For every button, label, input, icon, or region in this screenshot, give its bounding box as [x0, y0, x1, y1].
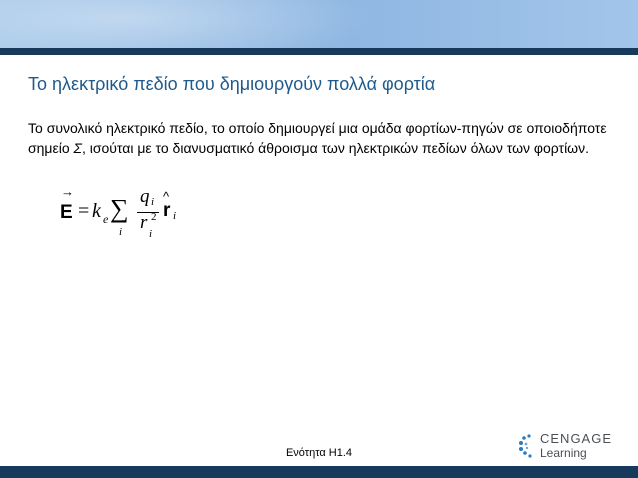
formula-k: k [92, 200, 101, 222]
formula-unit-hat: ^ [163, 189, 170, 204]
slide-title: Το ηλεκτρικό πεδίο που δημιουργούν πολλά φορτία [28, 74, 436, 94]
header-rule [0, 48, 638, 55]
formula-sum-sign: ∑ [110, 194, 129, 223]
cengage-dots-icon [518, 433, 538, 459]
formula-e-vector: E [60, 202, 73, 223]
footer-rule [0, 466, 638, 478]
footer-section-label: Ενότητα H1.4 [285, 447, 353, 459]
body-text-part1: Το συνολικό ηλεκτρικό πεδίο, το οποίο δημιουργεί μια ομάδα φορτίων-πηγών σε οποιοδήποτε σημείο [28, 120, 607, 156]
header-sheen [0, 0, 380, 48]
body-text-part2: , ισούται με το διανυσματικό άθροισμα των ηλεκτρικών πεδίων όλων των φορτίων. [81, 140, 589, 156]
formula-equals: = [78, 200, 90, 222]
formula-denominator-subscript: i [149, 228, 153, 240]
formula-unit-subscript: i [173, 210, 177, 222]
field-sum-formula [60, 184, 200, 248]
logo-wordmark-cengage: CENGAGE [540, 431, 613, 446]
body-point-symbol: Σ [73, 140, 82, 156]
formula-denominator-superscript: 2 [151, 211, 157, 223]
formula-numerator-subscript: i [151, 196, 155, 208]
header-band [0, 0, 638, 48]
formula-unit-vector: r [163, 200, 171, 221]
logo-wordmark-learning: Learning [540, 446, 587, 460]
cengage-logo [518, 431, 626, 461]
formula-e-arrow: → [61, 184, 74, 199]
formula-k-subscript: e [103, 212, 109, 226]
slide-body [28, 118, 618, 158]
formula-sum-index: i [119, 226, 123, 238]
formula-denominator: r [140, 212, 148, 233]
formula-numerator: q [140, 186, 150, 207]
